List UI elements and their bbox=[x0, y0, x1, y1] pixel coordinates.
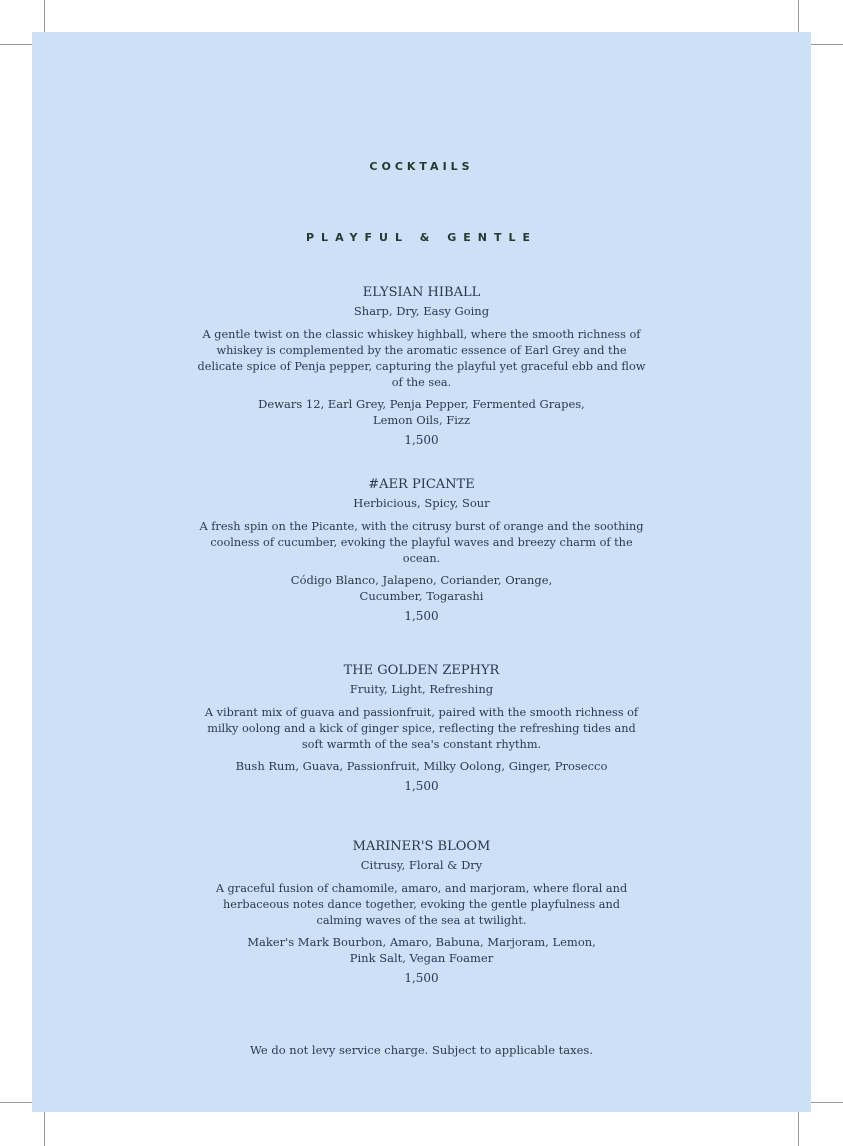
item-price: 1,500 bbox=[404, 609, 439, 623]
item-description: A graceful fusion of chamomile, amaro, and marjoram, where floral and herbaceous notes dance together, evoking the gentle playfulness and calming waves of the sea at twilight. bbox=[215, 882, 628, 927]
crop-mark bbox=[798, 0, 799, 32]
item-name: ELYSIAN HIBALL bbox=[362, 285, 481, 300]
crop-mark bbox=[798, 1112, 799, 1146]
crop-mark bbox=[0, 1102, 32, 1103]
crop-mark bbox=[0, 44, 32, 45]
item-price: 1,500 bbox=[404, 971, 439, 985]
item-name: #AER PICANTE bbox=[368, 477, 475, 492]
menu-page bbox=[32, 32, 811, 1112]
section-heading: PLAYFUL & GENTLE bbox=[306, 231, 537, 244]
item-description: A vibrant mix of guava and passionfruit, paired with the smooth richness of milky oolong and a kick of ginger spice, reflecting the refreshing tides and soft warmth of the sea's constant rhythm. bbox=[204, 706, 639, 751]
item-ingredients: Maker's Mark Bourbon, Amaro, Babuna, Marjoram, Lemon, Pink Salt, Vegan Foamer bbox=[247, 935, 596, 965]
item-profile: Citrusy, Floral & Dry bbox=[360, 858, 483, 872]
menu-item bbox=[32, 663, 811, 794]
item-ingredients: Bush Rum, Guava, Passionfruit, Milky Oolong, Ginger, Prosecco bbox=[235, 759, 608, 773]
item-price: 1,500 bbox=[404, 433, 439, 447]
item-ingredients: Código Blanco, Jalapeno, Coriander, Orange, Cucumber, Togarashi bbox=[290, 573, 553, 603]
item-description: A fresh spin on the Picante, with the citrusy burst of orange and the soothing coolness of cucumber, evoking the playful waves and breezy charm of the ocean. bbox=[199, 520, 644, 565]
crop-mark bbox=[44, 1112, 45, 1146]
item-profile: Sharp, Dry, Easy Going bbox=[353, 304, 490, 318]
item-name: MARINER'S BLOOM bbox=[352, 839, 491, 854]
crop-mark bbox=[811, 44, 843, 45]
menu-title: COCKTAILS bbox=[369, 160, 474, 173]
item-name: THE GOLDEN ZEPHYR bbox=[343, 663, 500, 678]
item-profile: Fruity, Light, Refreshing bbox=[349, 682, 494, 696]
menu-item bbox=[32, 285, 811, 448]
service-charge-note: We do not levy service charge. Subject to applicable taxes. bbox=[250, 1043, 593, 1057]
menu-item bbox=[32, 477, 811, 624]
item-profile: Herbicious, Spicy, Sour bbox=[353, 496, 490, 510]
crop-mark bbox=[44, 0, 45, 32]
menu-item bbox=[32, 839, 811, 986]
item-price: 1,500 bbox=[404, 779, 439, 793]
item-ingredients: Dewars 12, Earl Grey, Penja Pepper, Fermented Grapes, Lemon Oils, Fizz bbox=[258, 397, 585, 427]
item-description: A gentle twist on the classic whiskey highball, where the smooth richness of whiskey is complemented by the aromatic essence of Earl Grey and the delicate spice of Penja pepper, capturing the playful yet graceful ebb and flow of the sea. bbox=[197, 328, 646, 389]
crop-mark bbox=[811, 1102, 843, 1103]
